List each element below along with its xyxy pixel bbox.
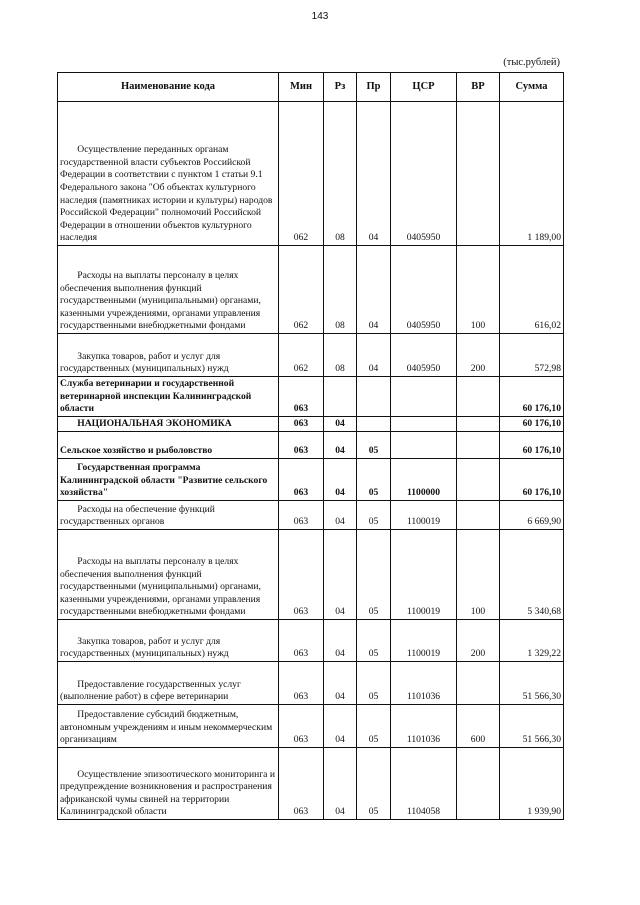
- row-name: Служба ветеринарии и государственной ветеринарной инспекции Калининградской области: [58, 377, 279, 417]
- row-name: Закупка товаров, работ и услуг для государственных (муниципальных) нужд: [58, 620, 279, 662]
- row-rz: 04: [324, 662, 357, 705]
- table-row: [58, 459, 564, 501]
- row-sum: 1 329,22: [500, 620, 564, 662]
- units-label: (тыс.рублей): [503, 57, 560, 68]
- row-pr: 04: [357, 334, 391, 377]
- row-vr: [457, 459, 500, 501]
- table-row: [58, 102, 564, 246]
- row-rz: 04: [324, 417, 357, 432]
- row-pr: 05: [357, 501, 391, 530]
- row-min: 063: [279, 530, 324, 620]
- row-vr: [457, 432, 500, 459]
- row-sum: 60 176,10: [500, 459, 564, 501]
- row-min: 063: [279, 501, 324, 530]
- row-vr: [457, 377, 500, 417]
- row-min: 062: [279, 102, 324, 246]
- table-row: [58, 705, 564, 748]
- row-name: Закупка товаров, работ и услуг для государственных (муниципальных) нужд: [58, 334, 279, 377]
- row-csr: 0405950: [391, 246, 457, 334]
- column-header-rz: Рз: [324, 73, 357, 102]
- table-row: [58, 246, 564, 334]
- row-csr: 0405950: [391, 334, 457, 377]
- column-header-csr: ЦСР: [391, 73, 457, 102]
- row-vr: 600: [457, 705, 500, 748]
- row-sum: 60 176,10: [500, 377, 564, 417]
- table-header-row: [58, 73, 564, 102]
- table-row: [58, 662, 564, 705]
- table-row: [58, 748, 564, 820]
- row-name: НАЦИОНАЛЬНАЯ ЭКОНОМИКА: [58, 417, 279, 432]
- column-header-min: Мин: [279, 73, 324, 102]
- row-sum: 572,98: [500, 334, 564, 377]
- row-sum: 60 176,10: [500, 432, 564, 459]
- row-vr: 100: [457, 530, 500, 620]
- column-header-pr: Пр: [357, 73, 391, 102]
- row-vr: [457, 102, 500, 246]
- row-rz: 04: [324, 432, 357, 459]
- row-csr: 1100019: [391, 620, 457, 662]
- row-pr: [357, 417, 391, 432]
- table-row: [58, 334, 564, 377]
- row-name: Сельское хозяйство и рыболовство: [58, 432, 279, 459]
- row-name: Расходы на выплаты персоналу в целях обеспечения выполнения функций государственными (муниципальными) органами, казенными учреждениями, органами управления государственными внебюджетными фондами: [58, 246, 279, 334]
- table-row: [58, 620, 564, 662]
- row-rz: 04: [324, 620, 357, 662]
- row-min: 063: [279, 377, 324, 417]
- row-csr: 1101036: [391, 662, 457, 705]
- row-name: Осуществление эпизоотического мониторинга и предупреждение возникновения и распространения африканской чумы свиней на территории Калининградской области: [58, 748, 279, 820]
- row-csr: 0405950: [391, 102, 457, 246]
- row-sum: 51 566,30: [500, 662, 564, 705]
- row-pr: 04: [357, 246, 391, 334]
- row-pr: 05: [357, 662, 391, 705]
- row-name: Государственная программа Калининградской области "Развитие сельского хозяйства": [58, 459, 279, 501]
- table-row: [58, 377, 564, 417]
- row-csr: 1101036: [391, 705, 457, 748]
- row-sum: 60 176,10: [500, 417, 564, 432]
- row-min: 063: [279, 748, 324, 820]
- row-min: 063: [279, 459, 324, 501]
- row-rz: 04: [324, 459, 357, 501]
- row-csr: [391, 377, 457, 417]
- row-rz: 04: [324, 748, 357, 820]
- row-pr: 05: [357, 530, 391, 620]
- row-pr: 05: [357, 705, 391, 748]
- row-name: Предоставление государственных услуг (выполнение работ) в сфере ветеринарии: [58, 662, 279, 705]
- row-vr: [457, 417, 500, 432]
- row-csr: 1104058: [391, 748, 457, 820]
- row-sum: 51 566,30: [500, 705, 564, 748]
- row-csr: [391, 432, 457, 459]
- row-min: 063: [279, 705, 324, 748]
- row-sum: 1 189,00: [500, 102, 564, 246]
- row-pr: 05: [357, 748, 391, 820]
- row-pr: 05: [357, 620, 391, 662]
- row-pr: 05: [357, 459, 391, 501]
- row-name: Расходы на обеспечение функций государственных органов: [58, 501, 279, 530]
- column-header-name: Наименование кода: [58, 73, 279, 102]
- row-pr: 05: [357, 432, 391, 459]
- table-row: [58, 530, 564, 620]
- table-row: [58, 501, 564, 530]
- row-vr: [457, 501, 500, 530]
- row-name: Предоставление субсидий бюджетным, автономным учреждениям и иным некоммерческим организациям: [58, 705, 279, 748]
- row-min: 062: [279, 334, 324, 377]
- row-min: 063: [279, 620, 324, 662]
- row-sum: 616,02: [500, 246, 564, 334]
- row-name: Осуществление переданных органам государственной власти субъектов Российской Федерации в соответствии с пунктом 1 статьи 9.1 Федерального закона "Об объектах культурного наследия (памятниках истории и культуры) народов Российской Федерации" полномочий Российской Федерации в отношении объектов культурного наследия: [58, 102, 279, 246]
- row-csr: 1100019: [391, 530, 457, 620]
- budget-table: [57, 72, 564, 820]
- row-csr: 1100019: [391, 501, 457, 530]
- row-pr: 04: [357, 102, 391, 246]
- column-header-vr: ВР: [457, 73, 500, 102]
- row-name: Расходы на выплаты персоналу в целях обеспечения выполнения функций государственными (муниципальными) органами, казенными учреждениями, органами управления государственными внебюджетными фондами: [58, 530, 279, 620]
- row-min: 063: [279, 662, 324, 705]
- row-sum: 5 340,68: [500, 530, 564, 620]
- row-vr: 100: [457, 246, 500, 334]
- row-rz: [324, 377, 357, 417]
- row-min: 063: [279, 432, 324, 459]
- row-rz: 04: [324, 705, 357, 748]
- row-min: 063: [279, 417, 324, 432]
- row-vr: [457, 748, 500, 820]
- row-sum: 1 939,90: [500, 748, 564, 820]
- row-sum: 6 669,90: [500, 501, 564, 530]
- row-vr: 200: [457, 620, 500, 662]
- table-row: [58, 432, 564, 459]
- page-number: 143: [311, 11, 329, 22]
- row-csr: [391, 417, 457, 432]
- table-row: [58, 417, 564, 432]
- row-vr: [457, 662, 500, 705]
- row-vr: 200: [457, 334, 500, 377]
- row-rz: 08: [324, 102, 357, 246]
- row-rz: 04: [324, 501, 357, 530]
- row-min: 062: [279, 246, 324, 334]
- row-rz: 08: [324, 246, 357, 334]
- row-rz: 04: [324, 530, 357, 620]
- row-csr: 1100000: [391, 459, 457, 501]
- column-header-sum: Сумма: [500, 73, 564, 102]
- row-rz: 08: [324, 334, 357, 377]
- row-pr: [357, 377, 391, 417]
